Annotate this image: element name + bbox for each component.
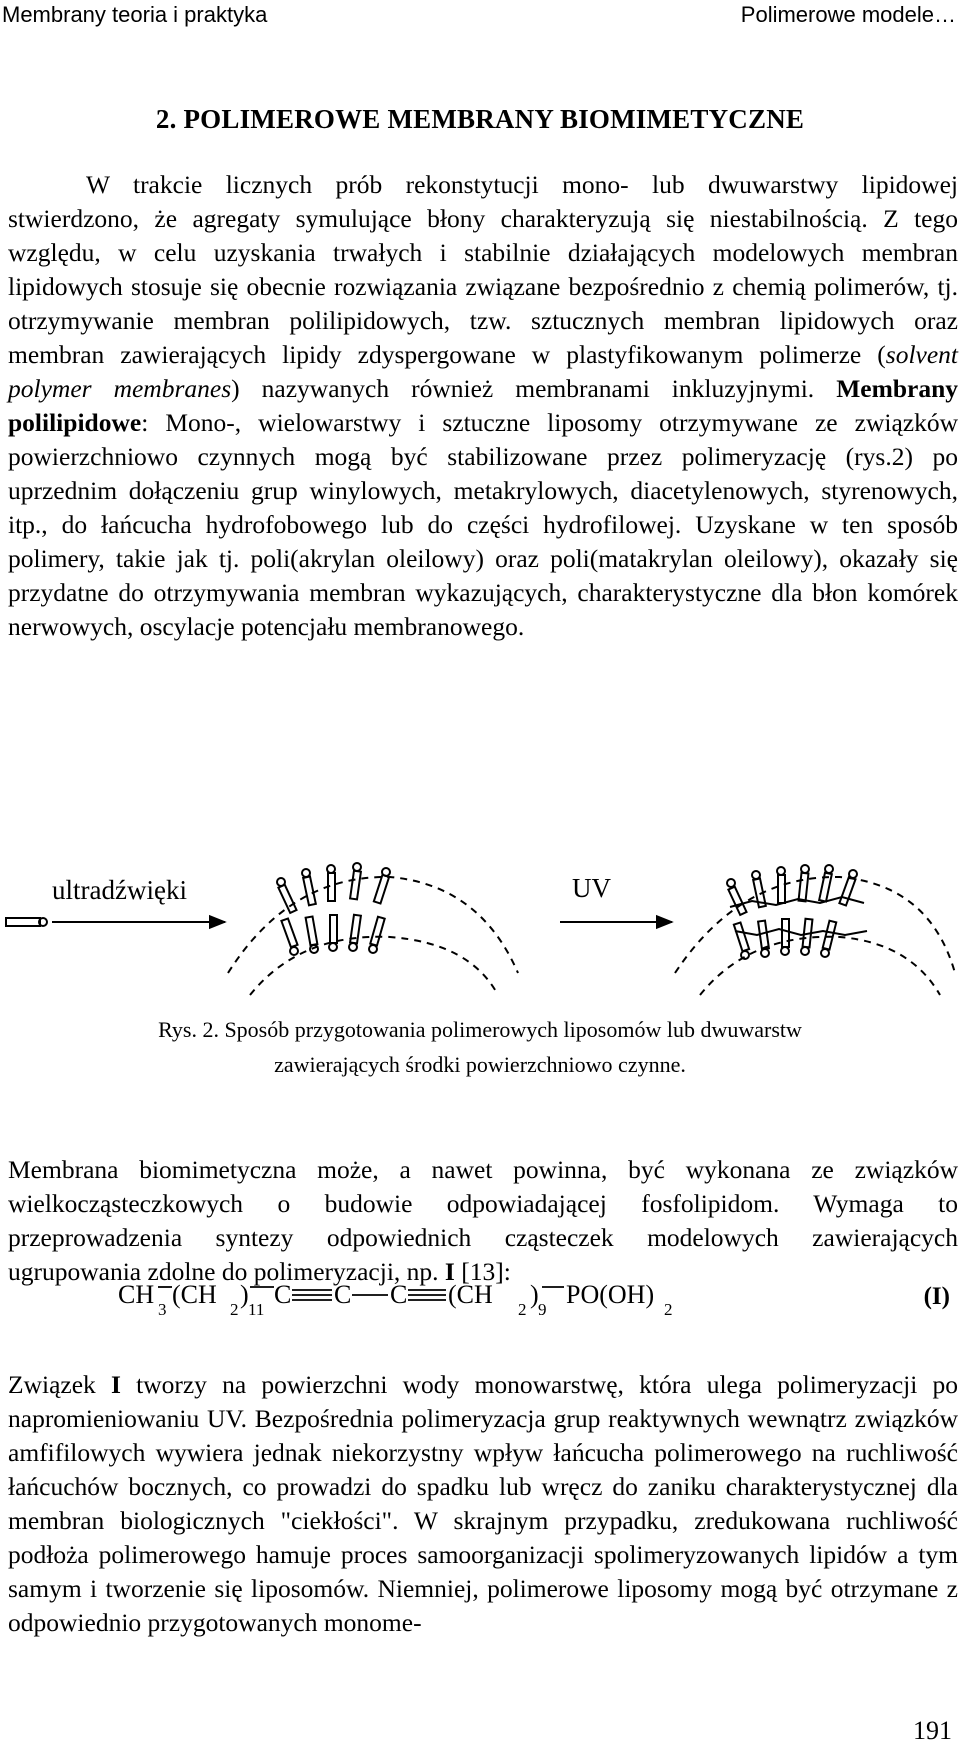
figure-diagram [0,845,960,1005]
paragraph-biomimetic [8,1153,958,1289]
term-membrany-polilipidowe: Membrany polilipidowe [8,374,958,437]
formula-paren-a: ) [240,1280,249,1309]
formula-ch2-b: (CH [448,1280,493,1309]
formula-sub-2c: 2 [664,1300,673,1319]
formula-ch2-a: (CH [172,1280,217,1309]
paragraph-compound-text-1: Związek [8,1370,111,1399]
running-header-left: Membrany teoria i praktyka [2,2,268,27]
label-uv: UV [572,873,611,903]
formula-ch3: CH [118,1280,155,1309]
compound-ref: I [444,1257,455,1286]
formula-bonds [118,1278,898,1322]
paragraph-intro-text-2: ) nazywanych również membranami inkluzyjnymi. [231,374,815,403]
caption-line-1: Rys. 2. Sposób przygotowania polimerowych liposomów lub dwuwarstw [158,1017,802,1042]
page-number: 191 [913,1716,952,1745]
figure-polymer-liposomes [0,845,960,1005]
formula-sub-9: 9 [538,1300,547,1319]
running-header-right: Polimerowe modele… [740,2,956,27]
paragraph-intro-text-3: : Mono-, wielowarstwy i sztuczne liposomy otrzymywane ze związków powierzchniowo czynnych mogą być stabilizowane przez polimeryzację (rys.2) po uprzednim dołączeniu grup winylowych, metakrylowych, diacetylenowych, styrenowych, itp., do łańcucha hydrofobowego lub do części hydrofilowej. Uzyskane w ten sposób polimery, takie jak tj. poli(akrylan oleilowy) oraz poli(matakrylan oleilowy), okazały się przydatne do otrzymywania membran wykazujących, charakterystyczne dla błon komórek nerwowych, oscylacje potencjału membranowego. [8,408,958,641]
label-ultrasound: ultradźwięki [52,875,187,905]
liposome-polymerized [675,865,955,995]
single-surfactant-molecule [6,918,47,926]
formula-sub-11: 11 [248,1300,265,1319]
paragraph-intro-italic: solvent polymer membranes [8,340,958,403]
section-title: 2. POLIMEROWE MEMBRANY BIOMIMETYCZNE [155,104,805,134]
formula-po-oh: PO(OH) [566,1280,655,1309]
liposome-monomer [228,863,518,995]
paragraph-biomimetic-text-2: [13]: [454,1257,511,1286]
paragraph-compound-text-2: tworzy na powierzchni wody monowarstwę, która ulega polimeryzacji po napromieniowaniu UV. Bezpośrednia polimeryzacja grup reaktywnych wewnątrz związków amfifilowych wywiera jednak niekorzystny wpływ łańcucha polimerowego na ruchliwość łańcuchów bocznych, co prowadzi do spadku lub wręcz do zaniku charakterystycznej dla membran biologicznych "ciekłości". W skrajnym przypadku, zredukowana ruchliwość podłoża polimerowego hamuje proces samoorganizacji spolimeryzowanych lipidów a tym samym i tworzenie się liposomów. Niemniej, polimerowe liposomy mogą być otrzymane z odpowiednio przygotowanych monome- [8,1370,958,1637]
caption-line-2: zawierających środki powierzchniowo czynne. [274,1052,686,1077]
formula-label: (I) [923,1283,950,1310]
formula-sub-3: 3 [158,1300,167,1319]
formula-sub-2b: 2 [518,1300,527,1319]
formula-paren-b: ) [530,1280,539,1309]
paragraph-biomimetic-text-1: Membrana biomimetyczna może, a nawet powinna, być wykonana ze związków wielkocząsteczkowych o budowie odpowiadającej fosfolipidom. Wymaga to przeprowadzenia syntezy odpowiednich cząsteczek modelowych zawierających ugrupowania zdolne do polimeryzacji, np. [8,1155,958,1286]
paragraph-compound-i [8,1368,958,1640]
figure-caption [0,1012,960,1082]
paragraph-intro [8,168,958,644]
formula-c2: C [334,1280,352,1309]
paragraph-intro-text-1: W trakcie licznych prób rekonstytucji mono- lub dwuwarstwy lipidowej stwierdzono, że agregaty symulujące błony charakteryzują się niestabilnością. Z tego względu, w celu uzyskania trwałych i stabilnie działających modelowych membran lipidowych stosuje się obecnie rozwiązania związane bezpośrednio z chemią polimerów, tj. otrzymywanie membran polilipidowych, tzw. sztucznych membran lipidowych oraz membran zawierających lipidy zdyspergowane w plastyfikowanym polimerze ( [8,170,958,369]
chemical-formula [118,1278,898,1322]
formula-c3: C [390,1280,408,1309]
compound-ref-2: I [110,1370,121,1399]
formula-c1: C [274,1280,292,1309]
formula-sub-2a: 2 [230,1300,239,1319]
